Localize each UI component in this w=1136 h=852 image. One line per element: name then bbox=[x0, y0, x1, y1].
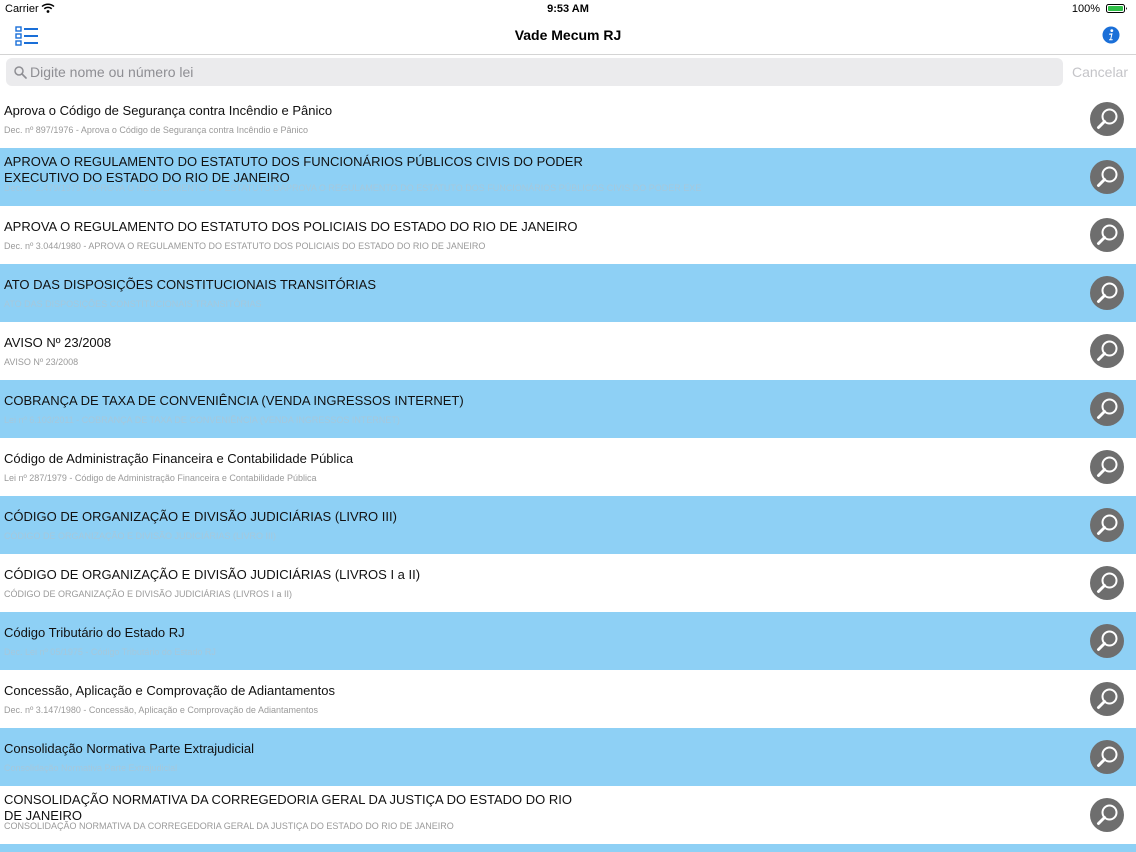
item-title: Concessão, Aplicação e Comprovação de Adiantamentos bbox=[4, 683, 335, 698]
item-title: Código de Administração Financeira e Contabilidade Pública bbox=[4, 451, 354, 466]
list-item[interactable] bbox=[0, 380, 1136, 438]
search-icon bbox=[14, 66, 27, 79]
list-item[interactable] bbox=[0, 148, 1136, 206]
magnifier-icon bbox=[1090, 798, 1124, 832]
magnifier-icon bbox=[1090, 392, 1124, 426]
magnifier-icon bbox=[1090, 334, 1124, 368]
magnifier-icon bbox=[1090, 102, 1124, 136]
magnifier-button[interactable] bbox=[1090, 624, 1124, 658]
list-item[interactable] bbox=[0, 728, 1136, 786]
item-subtitle: AVISO Nº 23/2008 bbox=[4, 357, 79, 367]
magnifier-icon bbox=[1090, 218, 1124, 252]
list-item[interactable] bbox=[0, 496, 1136, 554]
magnifier-icon bbox=[1090, 276, 1124, 310]
item-title: APROVA O REGULAMENTO DO ESTATUTO DOS FUNCIONÁRIOS PÚBLICOS CIVIS DO PODER EXECUTIVO DO ESTADO DO RIO DE JANEIRO bbox=[4, 154, 583, 185]
list-item[interactable] bbox=[0, 206, 1136, 264]
item-subtitle: Dec. Lei nº 05/1975 - Código Tributário do Estado RJ bbox=[4, 647, 216, 657]
magnifier-icon bbox=[1090, 740, 1124, 774]
status-bar bbox=[0, 0, 1136, 18]
item-title: CÓDIGO DE ORGANIZAÇÃO E DIVISÃO JUDICIÁRIAS (LIVROS I a II) bbox=[4, 567, 421, 582]
item-subtitle: Lei nº 287/1979 - Código de Administração Financeira e Contabilidade Pública bbox=[4, 473, 317, 483]
item-title: Código Tributário do Estado RJ bbox=[4, 625, 185, 640]
item-subtitle: CÓDIGO DE ORGANIZAÇÃO E DIVISÃO JUDICIÁRIAS (LIVROS I a II) bbox=[4, 589, 293, 599]
item-title: Aprova o Código de Segurança contra Incêndio e Pânico bbox=[4, 103, 333, 118]
item-title: Consolidação Normativa Parte Extrajudicial bbox=[4, 741, 255, 756]
navigation-bar bbox=[0, 18, 1136, 55]
battery-percentage: 100% bbox=[1071, 3, 1100, 15]
magnifier-button[interactable] bbox=[1090, 508, 1124, 542]
magnifier-button[interactable] bbox=[1090, 392, 1124, 426]
magnifier-icon bbox=[1090, 160, 1124, 194]
item-subtitle: CÓDIGO DE ORGANIZAÇÃO E DIVISÃO JUDICIÁRIAS (LIVRO III) bbox=[4, 531, 277, 541]
page-title: Vade Mecum RJ bbox=[514, 27, 622, 43]
law-list bbox=[0, 90, 1136, 852]
item-subtitle: Lei nº 6.103/2011 - COBRANÇA DE TAXA DE CONVENIÊNCIA (VENDA INGRESSOS INTERNET) bbox=[4, 415, 400, 425]
battery-icon bbox=[1106, 4, 1128, 13]
item-title: APROVA O REGULAMENTO DO ESTATUTO DOS POLICIAIS DO ESTADO DO RIO DE JANEIRO bbox=[4, 219, 578, 234]
item-title: CÓDIGO DE ORGANIZAÇÃO E DIVISÃO JUDICIÁRIAS (LIVRO III) bbox=[4, 509, 397, 524]
magnifier-button[interactable] bbox=[1090, 566, 1124, 600]
carrier-label: Carrier bbox=[5, 3, 39, 15]
magnifier-button[interactable] bbox=[1090, 160, 1124, 194]
item-subtitle: CONSOLIDAÇÃO NORMATIVA DA CORREGEDORIA GERAL DA JUSTIÇA DO ESTADO DO RIO DE JANEIRO bbox=[4, 821, 454, 831]
list-item[interactable] bbox=[0, 786, 1136, 844]
item-subtitle: Consolidação Normativa Parte Extrajudicial bbox=[4, 763, 178, 773]
list-item[interactable] bbox=[0, 670, 1136, 728]
item-subtitle: ATO DAS DISPOSIÇÕES CONSTITUCIONAIS TRANSITÓRIAS bbox=[4, 299, 262, 309]
magnifier-icon bbox=[1090, 508, 1124, 542]
list-item[interactable] bbox=[0, 612, 1136, 670]
magnifier-button[interactable] bbox=[1090, 798, 1124, 832]
item-title: CONSOLIDAÇÃO NORMATIVA DA CORREGEDORIA GERAL DA JUSTIÇA DO ESTADO DO RIO DE JANEIRO bbox=[4, 792, 573, 823]
magnifier-button[interactable] bbox=[1090, 682, 1124, 716]
list-item[interactable] bbox=[0, 438, 1136, 496]
list-item-partial bbox=[0, 844, 1136, 852]
cancel-button[interactable]: Cancelar bbox=[1071, 64, 1128, 80]
info-icon[interactable] bbox=[1102, 26, 1120, 44]
item-subtitle: Dec. nº 3.044/1980 - APROVA O REGULAMENTO DO ESTATUTO DOS POLICIAIS DO ESTADO DO RIO DE JANEIRO bbox=[4, 241, 486, 251]
magnifier-button[interactable] bbox=[1090, 276, 1124, 310]
item-subtitle: Dec. nº 897/1976 - Aprova o Código de Segurança contra Incêndio e Pânico bbox=[4, 125, 308, 135]
item-title: COBRANÇA DE TAXA DE CONVENIÊNCIA (VENDA INGRESSOS INTERNET) bbox=[4, 393, 464, 408]
item-title: ATO DAS DISPOSIÇÕES CONSTITUCIONAIS TRANSITÓRIAS bbox=[4, 277, 377, 292]
magnifier-icon bbox=[1090, 682, 1124, 716]
magnifier-button[interactable] bbox=[1090, 334, 1124, 368]
magnifier-icon bbox=[1090, 624, 1124, 658]
item-subtitle: Dec. nº 3.147/1980 - Concessão, Aplicação e Comprovação de Adiantamentos bbox=[4, 705, 318, 715]
list-item[interactable] bbox=[0, 90, 1136, 148]
search-input[interactable] bbox=[30, 58, 1050, 86]
list-item[interactable] bbox=[0, 554, 1136, 612]
list-item[interactable] bbox=[0, 264, 1136, 322]
magnifier-icon bbox=[1090, 566, 1124, 600]
clock: 9:53 AM bbox=[547, 3, 589, 15]
search-bar bbox=[0, 54, 1136, 90]
magnifier-button[interactable] bbox=[1090, 450, 1124, 484]
item-subtitle: Dec. nº 2.479/1979 - APROVA O REGULAMENTO DO ESTATUTO DAPROVA O REGULAMENTO DO ESTATUTO DOS FUNCIONÁRIOS PÚBLICOS CIVIS DO PODER EXE bbox=[4, 183, 702, 193]
item-title: AVISO Nº 23/2008 bbox=[4, 335, 112, 350]
magnifier-button[interactable] bbox=[1090, 218, 1124, 252]
magnifier-button[interactable] bbox=[1090, 102, 1124, 136]
list-item[interactable] bbox=[0, 322, 1136, 380]
magnifier-button[interactable] bbox=[1090, 740, 1124, 774]
search-field-container[interactable] bbox=[6, 58, 1063, 86]
magnifier-icon bbox=[1090, 450, 1124, 484]
